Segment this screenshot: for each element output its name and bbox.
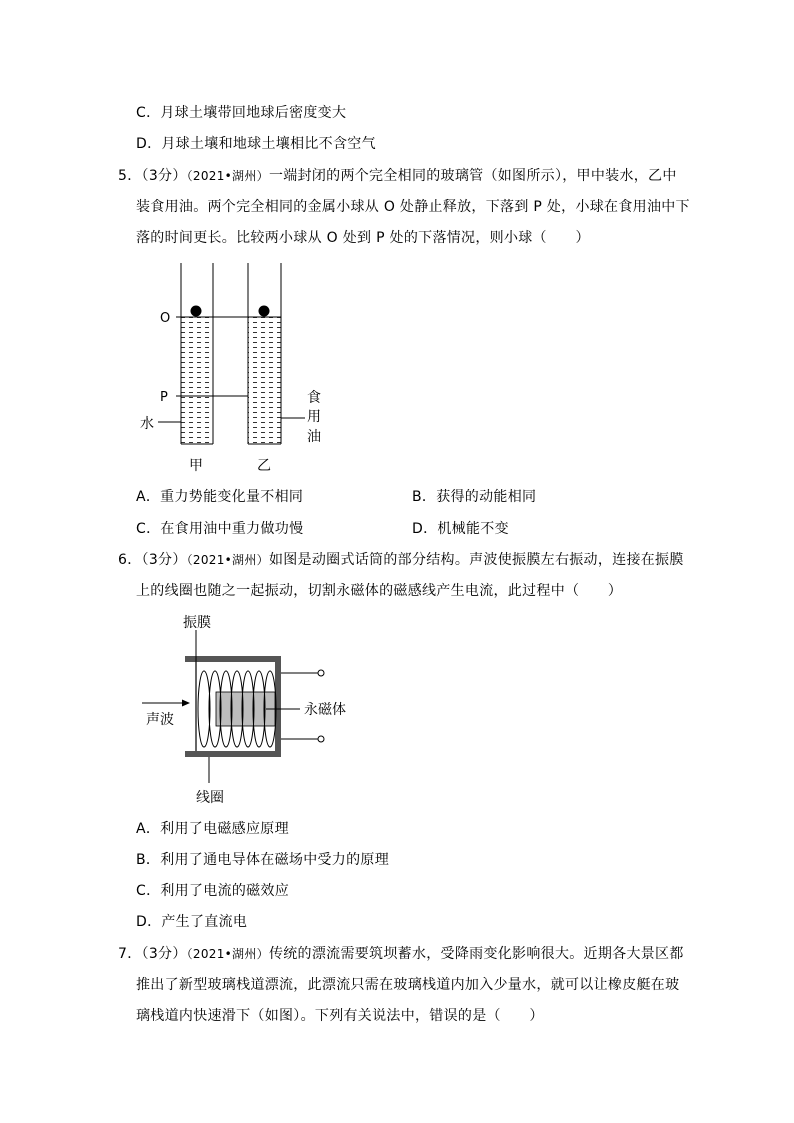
q5-stem-line-3: 落的时间更长。比较两小球从 O 处到 P 处的下落情况，则小球（ ） [136,230,590,246]
q7-stem-line-2: 推出了新型玻璃栈道漂流，此漂流只需在玻璃栈道内加入少量水，就可以让橡皮艇在玻 [136,977,680,993]
q5-figure-tubes [140,255,340,480]
q5-option-a: A．重力势能变化量不相同 [136,489,304,505]
label-o: O [160,311,171,326]
terminal-bottom [318,736,324,742]
q6-option-c: C．利用了电流的磁效应 [136,883,290,899]
label-oil-1: 食 [307,390,321,406]
q7-stem-line-1 [118,944,684,964]
q7-source: （2021•湖州） [186,947,269,961]
label-water: 水 [140,416,154,432]
q4-option-c: C．月球土壤带回地球后密度变大 [136,105,347,121]
q5-option-b: B．获得的动能相同 [412,489,537,505]
label-diaphragm: 振膜 [183,615,211,631]
label-oil-3: 油 [307,429,321,445]
label-sound-wave: 声波 [146,712,174,728]
q6-option-b: B．利用了通电导体在磁场中受力的原理 [136,852,390,868]
tube-yi [248,263,281,444]
q6-stem-line-1 [118,550,684,570]
label-permanent-magnet: 永磁体 [304,702,346,718]
q6-option-d: D．产生了直流电 [136,914,248,930]
q5-stem-line-1 [118,166,677,186]
q6-option-a: A．利用了电磁感应原理 [136,821,289,837]
label-tube-yi: 乙 [257,458,271,474]
q6-source: （2021•湖州） [186,553,269,567]
q5-stem-line-2: 装食用油。两个完全相同的金属小球从 O 处静止释放，下落到 P 处，小球在食用油中下 [136,199,690,215]
q7-score: （3分） [141,946,187,962]
q5-number: 5． [118,168,142,184]
ball-yi [259,306,270,317]
ball-jia [191,306,202,317]
q6-number: 6． [118,552,142,568]
q4-option-d: D．月球土壤和地球土壤相比不含空气 [136,136,376,152]
q5-option-d: D．机械能不变 [412,521,509,537]
q5-score: （3分） [141,168,187,184]
q6-figure-microphone [140,610,370,810]
q7-number: 7． [118,946,142,962]
label-coil: 线圈 [196,790,224,806]
q5-option-c: C．在食用油中重力做功慢 [136,521,304,537]
terminal-top [318,670,324,676]
q5-source: （2021•湖州） [186,169,269,183]
label-oil-2: 用 [307,409,321,425]
q6-stem-line-2: 上的线圈也随之一起振动，切割永磁体的磁感线产生电流，此过程中（ ） [136,583,623,599]
label-tube-jia: 甲 [189,458,203,474]
label-p: P [160,390,168,405]
sound-wave-arrow [142,700,190,707]
q5-stem-text-1: 一端封闭的两个完全相同的玻璃管（如图所示），甲中装水，乙中 [268,168,677,184]
q6-stem-text-1: 如图是动圈式话筒的部分结构。声波使振膜左右振动，连接在振膜 [268,552,684,568]
q7-stem-line-3: 璃栈道内快速滑下（如图）。下列有关说法中，错误的是（ ） [136,1008,544,1024]
tube-jia [181,263,213,444]
q7-stem-text-1: 传统的漂流需要筑坝蓄水，受降雨变化影响很大。近期各大景区都 [268,946,684,962]
q6-score: （3分） [141,552,187,568]
